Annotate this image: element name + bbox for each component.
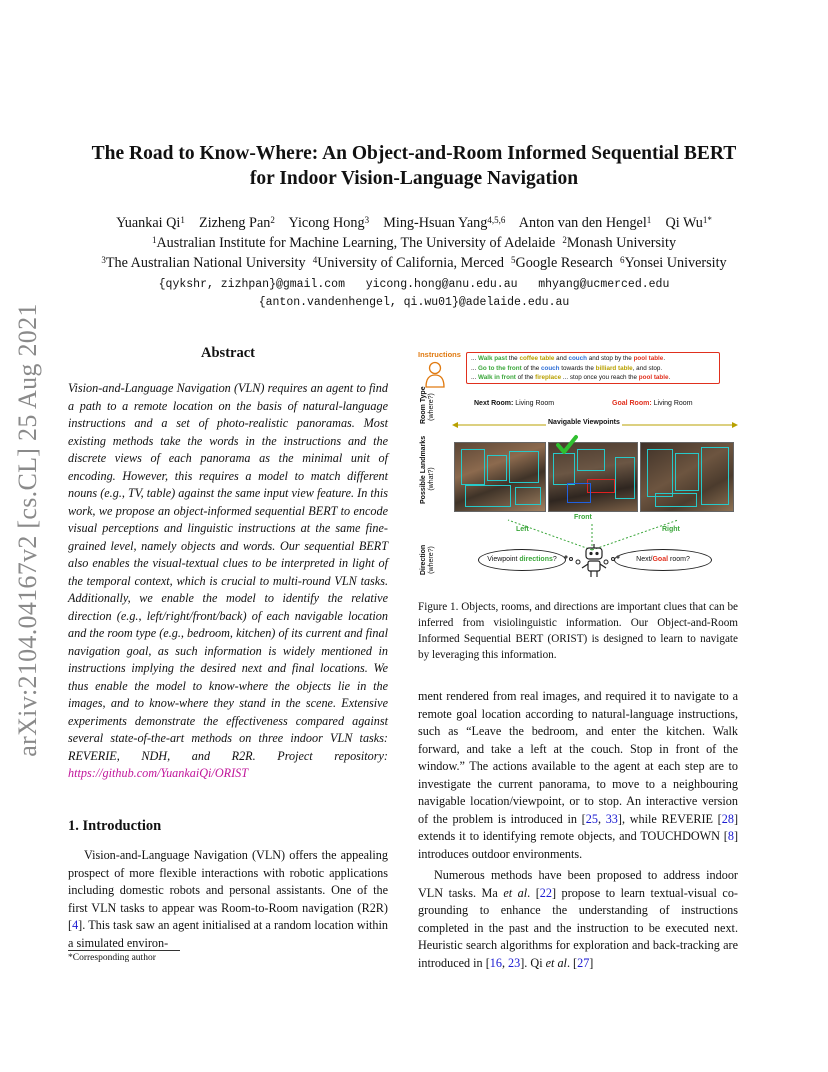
abstract-text: Vision-and-Language Navigation (VLN) requires an agent to find a path to a remote location on the basis of natural-language instructions and a set of photo-realistic panoramas. Most existing methods take the words in the instructions and the discrete views of each panorama as the minimal unit of encoding. However, this requires a model to match different nouns (e.g., TV, table) against the same input view feature. In this work, we propose an object-informed sequential BERT to encode visual perceptions and linguistic instructions at the same fine-grained level, namely objects and words. Our sequential BERT also enables the visual-textual clues to be interpreted in light of the temporal context, which is crucial to multi-round VLN tasks. Additionally, we enable the model to identify the relative direction (e.g., left/right/front/back) of each navigable location and the room type (e.g., bedroom, kitchen) of its current and final navigation goal, as such information is widely mentioned in instructions implying the desired next and final locations. We thus enable the model to know-where the objects lie in the images, and to know-where they stand in the scene. Extensive experiments demonstrate the effectiveness compared against several state-of-the-art methods on three indoor VLN tasks: REVERIE, NDH, and R2R. Project repository: https://github.com/YuankaiQi/ORIST: [68, 381, 388, 780]
title-line-2: for Indoor Vision-Language Navigation: [249, 168, 579, 189]
figure-1: [418, 346, 740, 584]
author-list: [60, 213, 768, 233]
goal-room: Goal Room: Living Room: [612, 400, 693, 407]
right-label: Right: [662, 526, 680, 533]
arxiv-stamp: arXiv:2104.04167v2 [cs.CL] 25 Aug 2021: [13, 303, 42, 757]
paragraph: Numerous methods have been proposed to address indoor VLN tasks. Ma et al. [22] propose to learn textual-visual co-grounding to enhance the understanding of instructions completed in the past and the instruction to be executed next. Heuristic search algorithms for exploration and back-tracking are introduced in [16, 23]. Qi et al. [27]: [418, 868, 738, 970]
intro-paragraph: Vision-and-Language Navigation (VLN) offers the appealing prospect of more flexible interactions with robotic applications including domestic robots and personal assistants. One of the first VLN tasks to appear was Room-to-Room navigation (R2R) [4]. This task saw an agent initialised at a random location within a simulated environ-: [68, 848, 388, 950]
citation-link[interactable]: 27: [577, 955, 590, 970]
title-line-1: The Road to Know-Where: An Object-and-Room Informed Sequential BERT: [91, 143, 737, 164]
landmarks-label: Possible Landmarks (what?): [420, 435, 435, 504]
citation-link[interactable]: 4: [72, 918, 79, 932]
paper-title: [60, 141, 768, 191]
instructions-label: Instructions: [418, 350, 461, 359]
figure-caption: Figure 1. Objects, rooms, and directions are important clues that can be inferred from visiolinguistic information. Our Object-and-Room Informed Sequential BERT (ORIST) is designed to learn to navigate by leveraging this information.: [418, 601, 738, 661]
citation-link[interactable]: 25: [585, 811, 598, 826]
author: Yuankai Qi$^1$: [116, 215, 185, 231]
affiliations-line-1: $^1$Australian Institute for Machine Learning, The University of Adelaide $^2$Monash University: [151, 235, 677, 251]
citation-link[interactable]: 23: [508, 955, 521, 970]
footnote-rule: [68, 950, 180, 951]
left-label: Left: [516, 526, 529, 533]
abstract-heading: Abstract: [201, 345, 255, 361]
thought-dots-right: [602, 552, 620, 566]
affiliations-line-2: $^3$The Australian National University $^4$University of California, Merced $^5$Google Research $^6$Yonsei University: [101, 255, 727, 271]
direction-label: Direction (where?): [420, 544, 435, 576]
room-type-label: Room Type (where?): [420, 386, 435, 424]
citation-link[interactable]: 8: [727, 829, 734, 843]
project-link[interactable]: https://github.com/YuankaiQi/ORIST: [68, 766, 248, 780]
viewpoints-label: Navigable Viewpoints: [548, 419, 620, 426]
citation-link[interactable]: 16: [489, 955, 502, 970]
instruction-line: ... Walk past the coffee table and couch and stop by the pool table.: [471, 355, 666, 362]
instruction-line: ... Walk in front of the fireplace ... stop once you reach the pool table.: [471, 374, 671, 381]
citation-link[interactable]: 28: [721, 811, 734, 826]
next-goal-room-bubble: Next/Goal room?: [614, 549, 712, 571]
section-heading-introduction: 1. Introduction: [68, 818, 162, 834]
author: Qi $Wu^{1*}$: [665, 215, 712, 231]
next-room: Next Room: Living Room: [474, 400, 555, 407]
thought-dots-left: [564, 552, 582, 566]
citation-link[interactable]: 22: [539, 885, 552, 900]
author: Yicong Hong$^3$: [288, 215, 370, 231]
emails-line-1: {qykshr, zizhpan}@gmail.com yicong.hong@anu.edu.au mhyang@ucmerced.edu: [158, 278, 670, 291]
footnote: *Corresponding author: [68, 953, 156, 963]
panorama-view-left: [454, 442, 546, 512]
emails-line-2: {anton.vandenhengel, qi.wu01}@adelaide.edu.au: [258, 296, 570, 309]
person-icon: [424, 360, 446, 388]
viewpoint-directions-bubble: Viewpoint directions?: [478, 549, 566, 571]
checkmark-icon: [556, 434, 578, 456]
instruction-line: ... Go to the front of the couch towards the billiard table, and stop.: [471, 364, 663, 372]
citation-link[interactable]: 33: [605, 811, 618, 826]
front-label: Front: [574, 514, 592, 521]
author: Ming-Hsuan Yang$^{4,5,6}$: [383, 215, 506, 231]
author: Zizheng Pan$^2$: [199, 215, 275, 231]
paragraph: ment rendered from real images, and required it to navigate to a remote goal location according to natural-language instructions, such as “Leave the bedroom, and enter the kitchen. Walk forward, and take a left at the couch. Stop in front of the window.” The actions available to the agent at each step are to investigate the current panorama, to move to a neighbouring navigable location/viewpoint, or to stop. An interactive version of the problem is introduced in [25, 33], while REVERIE [28] extends it to identifying remote objects, and TOUCHDOWN [8] introduces outdoor environments.: [418, 689, 738, 861]
right-column-text: [418, 688, 738, 972]
panorama-view-right: [640, 442, 734, 512]
instructions-box: [466, 352, 720, 384]
author: Anton van den Hengel$^1$: [518, 215, 652, 231]
